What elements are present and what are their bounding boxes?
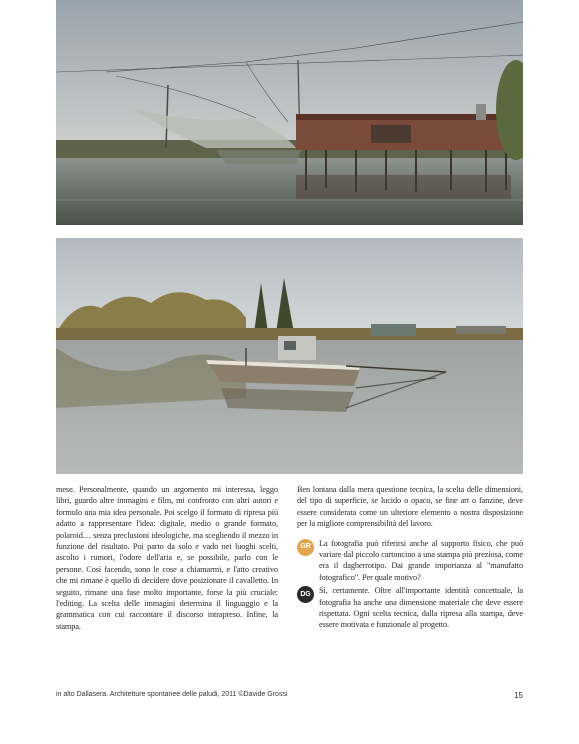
interview-question: [297, 538, 523, 584]
interviewer-initials-badge: GR: [297, 539, 314, 556]
interviewee-initials-badge: DG: [297, 586, 314, 603]
fishing-huts-with-nets-photo: [56, 0, 523, 225]
left-text-column: [56, 484, 278, 640]
interview-answer: [297, 585, 523, 631]
question-text: La fotografia può riferirsi anche al supporto fisico, che può variare dal piccolo cartoncino a una stampa più preziosa, come era il dagherrotipo. Dai grande importanza al "manufatto fotografico". Per quale motivo?: [319, 538, 523, 582]
right-text-column: [297, 484, 523, 631]
moored-wooden-boat-photo: [56, 238, 523, 474]
answer-text: Sì, certamente. Oltre all'importante identità concettuale, la fotografia ha anche una dimensione materiale che deve essere rispettata. Ogni scelta tecnica, dalla ripresa alla stampa, deve essere motivata e funzionale al progetto.: [319, 586, 523, 630]
body-paragraph: Ben lontana dalla mera questione tecnica, la scelta delle dimensioni, del tipo di superficie, se lucido o opaco, se fine art o fanzine, deve essere considerata come un ulteriore elemento a nostra disposizione per la migliore comprensibilità del lavoro.: [297, 485, 523, 529]
photo-credit: in alto Dallasera. Architetture spontanee delle paludi, 2011 ©Davide Grossi: [56, 691, 288, 698]
body-paragraph: mese. Personalmente, quando un argomento mi interessa, leggo libri, guardo altre immagini e film, mi confronto con altri autori e formulo una mia idea personale. Poi scelgo il formato di ripresa più adatto a rappresentare l'idea: digitale, medio o grande formato, polaroid… senza preclusioni ideologiche, ma scegliendo il mezzo in funzione del risultato. Poi parto da solo e vado nei luoghi scelti, ascolto i rumori, l'odore dell'aria e, se possibile, parlo con le persone. Così facendo, sono le cose a chiamarmi, e l'atto creativo che mi rimane è quello di decidere dove posizionare il cavalletto. In seguito, rimane una fase molto importante, forse la più cruciale: l'editing. La scelta delle immagini determina il linguaggio e la grammatica con cui raccontare il discorso intrapreso. Infine, la stampa.: [56, 485, 278, 631]
page-number: 15: [514, 691, 523, 700]
